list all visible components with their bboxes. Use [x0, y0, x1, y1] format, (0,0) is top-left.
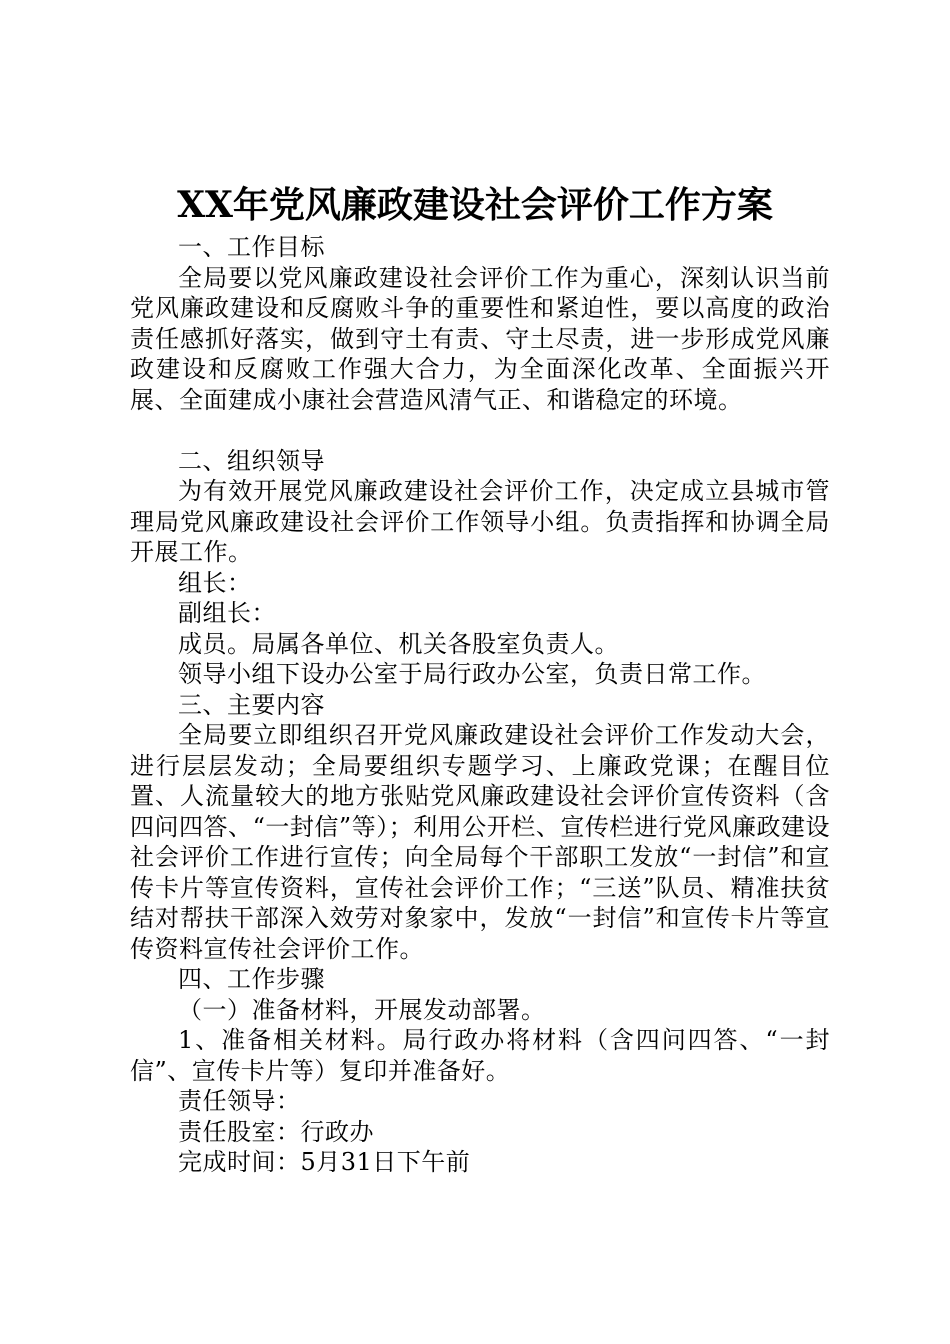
subsection-heading-prepare: （一）准备材料，开展发动部署。	[178, 995, 546, 1024]
deputy-leader-line: 副组长：	[178, 599, 276, 627]
responsible-leader-line: 责任领导：	[178, 1087, 301, 1115]
section-heading-content: 三、主要内容	[178, 690, 325, 719]
section-heading-goals: 一、工作目标	[178, 233, 325, 261]
office-line: 领导小组下设办公室于局行政办公室，负责日常工作。	[178, 660, 766, 688]
members-line: 成员。局属各单位、机关各股室负责人。	[178, 629, 619, 658]
paragraph-spacer	[130, 415, 830, 446]
responsible-office-line: 责任股室：行政办	[178, 1117, 374, 1146]
document-body	[130, 232, 830, 1178]
section-heading-leadership: 二、组织领导	[178, 446, 325, 475]
paragraph-leadership: 为有效开展党风廉政建设社会评价工作，决定成立县城市管理局党风廉政建设社会评价工作领导小组。负责指挥和协调全局开展工作。	[130, 477, 830, 566]
document-title: XX年党风廉政建设社会评价工作方案	[177, 184, 773, 226]
paragraph-prepare-materials: 1、准备相关材料。局行政办将材料（含四问四答、“一封信”、宣传卡片等）复印并准备好。	[130, 1026, 830, 1085]
paragraph-content: 全局要立即组织召开党风廉政建设社会评价工作发动大会，进行层层发动；全局要组织专题学习、上廉政党课；在醒目位置、人流量较大的地方张贴党风廉政建设社会评价宣传资料（含四问四答、“一封信”等）；利用公开栏、宣传栏进行党风廉政建设社会评价工作进行宣传；向全局每个干部职工发放“一封信”和宣传卡片等宣传资料，宣传社会评价工作；“三送”队员、精准扶贫结对帮扶干部深入效劳对象家中，发放“一封信”和宣传卡片等宣传资料宣传社会评价工作。	[130, 721, 830, 963]
group-leader-line: 组长：	[178, 568, 252, 597]
section-heading-steps: 四、工作步骤	[178, 965, 325, 993]
paragraph-goals: 全局要以党风廉政建设社会评价工作为重心，深刻认识当前党风廉政建设和反腐败斗争的重要性和紧迫性，要以高度的政治责任感抓好落实，做到守土有责、守土尽责，进一步形成党风廉政建设和反腐败工作强大合力，为全面深化改革、全面振兴开展、全面建成小康社会营造风清气正、和谐稳定的环境。	[130, 263, 830, 414]
completion-time-line: 完成时间：5月31日下午前	[178, 1148, 471, 1176]
